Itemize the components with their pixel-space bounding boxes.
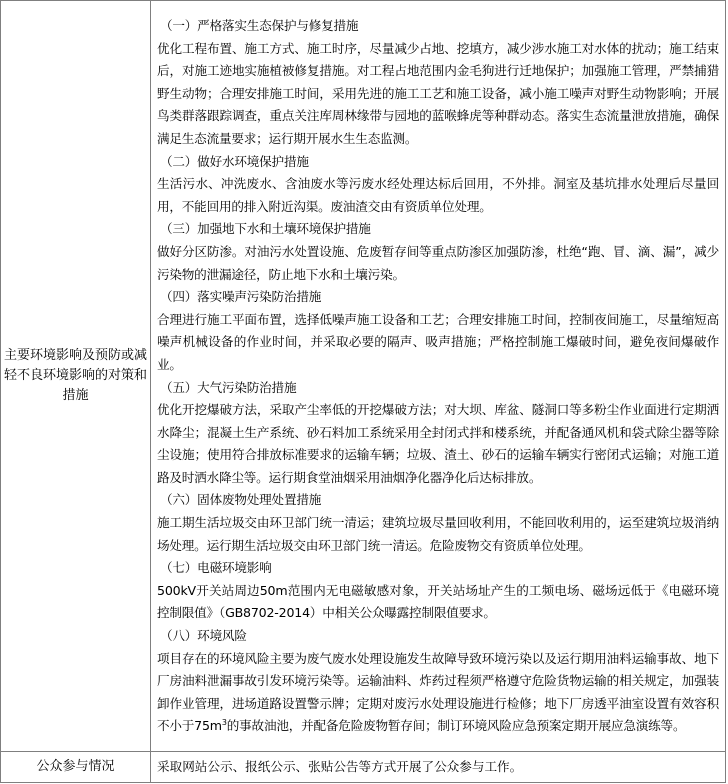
row-label-public: 公众参与情况 [1, 752, 151, 783]
table-row [1, 752, 726, 783]
superscript: 3 [221, 718, 227, 728]
section-body: 做好分区防渗。对油污水处置设施、危废暂存间等重点防渗区加强防渗，杜绝“跑、冒、滴、漏”，减少污染物的泄漏途径，防止地下水和土壤污染。 [157, 243, 719, 282]
section-body [157, 648, 719, 738]
section-heading: （四）落实噪声污染防治措施 [160, 289, 322, 305]
table-row [1, 1, 726, 752]
section-heading: （八）环境风险 [160, 628, 247, 644]
section-heading: （三）加强地下水和土壤环境保护措施 [160, 221, 371, 237]
section-heading: （五）大气污染防治措施 [160, 379, 297, 395]
section-heading: （二）做好水环境保护措施 [160, 153, 309, 169]
section-body: 优化工程布置、施工方式、施工时序，尽量减少占地、挖填方，减少涉水施工对水体的扰动；施工结束后，对施工迹地实施植被修复措施。对工程占地范围内金毛狗进行迁地保护；加强施工管理，严禁捕猎野生动物；合理安排施工时间，采用先进的施工工艺和施工设备，减小施工噪声对野生动物影响；开展鸟类群落跟踪调查，重点关注库周林缘带与园地的蓝喉蜂虎等种群动态。落实生态流量泄放措施，确保满足生态流量要求；运行期开展水生生态监测。 [157, 40, 719, 146]
measures-content [151, 1, 726, 752]
section-body: 生活污水、冲洗废水、含油废水等污废水经处理达标后回用，不外排。洞室及基坑排水处理后尽量回用，不能回用的排入附近沟渠。废油渣交由有资质单位处理。 [157, 176, 719, 214]
section-body: 施工期生活垃圾交由环卫部门统一清运；建筑垃圾尽量回收利用，不能回收利用的，运至建筑垃圾消纳场处理。运行期生活垃圾交由环卫部门统一清运。危险废物交有资质单位处理。 [157, 515, 719, 553]
section-heading: （七）电磁环境影响 [160, 560, 272, 576]
risk-text-start: 项目存在的环境风险主要为废气废水处理设施发生故障导致环境污染以及运行期用油料运输事故、地下厂房油料泄漏事故引发环境污染等。运输油料、炸药过程须严格遵守危险货物运输的相关规定，加强装卸作业管理，进场道路设置警示牌；定期对废污水处理设施进行检修；地下厂房透平油室设置有效容积不小于75m [157, 650, 719, 734]
section-heading: （一）严格落实生态保护与修复措施 [160, 18, 359, 33]
section-body: 500kV开关站周边50m范围内无电磁敏感对象，开关站场址产生的工频电场、磁场远低于《电磁环境控制限值》（GB8702-2014）中相关公众曝露控制限值要求。 [157, 582, 719, 621]
row-label-measures: 主要环境影响及预防或减轻不良环境影响的对策和措施 [1, 1, 151, 752]
section-heading: （六）固体废物处理处置措施 [160, 492, 322, 508]
public-participation-text: 采取网站公示、报纸公示、张贴公告等方式开展了公众参与工作。 [151, 752, 726, 783]
risk-text-end: 的事故油池，并配备危险废物暂存间；制订环境风险应急预案定期开展应急演练等。 [226, 718, 686, 734]
section-body: 合理进行施工平面布置，选择低噪声施工设备和工艺；合理安排施工时间，控制夜间施工，尽量缩短高噪声机械设备的作业时间，并采取必要的隔声、吸声措施；严格控制施工爆破时间，避免夜间爆破作业。 [157, 311, 719, 372]
section-body: 优化开挖爆破方法，采取产尘率低的开挖爆破方法；对大坝、库盆、隧洞口等多粉尘作业面进行定期洒水降尘；混凝土生产系统、砂石料加工系统采用全封闭式拌和楼系统，并配备通风机和袋式除尘器等除尘设施；使用符合排放标准要求的运输车辆；垃圾、渣土、砂石的运输车辆实行密闭式运输；对施工道路及时洒水降尘等。运行期食堂油烟采用油烟净化器净化后达标排放。 [157, 402, 719, 485]
